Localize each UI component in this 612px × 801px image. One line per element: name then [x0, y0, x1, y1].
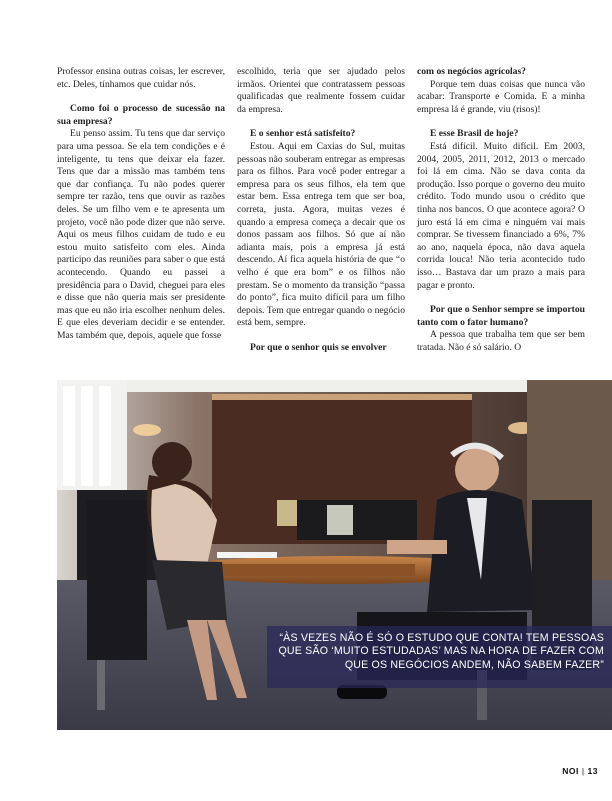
- text-column-1: [57, 66, 225, 342]
- magazine-name: NOI: [562, 766, 579, 776]
- interview-answer: Professor ensina outras coisas, ler escrever, etc. Deles, tínhamos que cuidar nós.: [57, 66, 225, 90]
- text-column-2: [237, 66, 405, 354]
- text-column-3: [417, 66, 585, 354]
- interview-answer: Está difícil. Muito difícil. Em 2003, 2004, 2005, 2011, 2012, 2013 o mercado foi lá em cima. Não se dava conta da produção. Isso porque o governo deu muito crédito. Todo mundo usou o crédito que tinha nos bancos. O que acontece agora? O juro está lá em cima e ninguém vai mais comprar. Se tivessem financiado a 6%, 7% ao ano, naquela época, não dava aquela corrida louca! Não teria acontecido tudo isso… Bastava dar um prazo a mais para pagar e pronto.: [417, 140, 585, 291]
- interview-question: E o senhor está satisfeito?: [250, 128, 356, 140]
- interview-question: Por que o senhor quis se envolver: [250, 341, 387, 353]
- folio-separator: |: [581, 766, 585, 776]
- interview-answer: Porque tem duas coisas que nunca vão acabar: Transporte e Comida. E a minha empresa lá é grande, viu (risos)!: [417, 78, 585, 115]
- interview-question: com os negócios agrícolas?: [417, 66, 526, 77]
- page-number: 13: [587, 766, 598, 776]
- interview-question: E esse Brasil de hoje?: [430, 128, 519, 140]
- interview-question: Por que o Senhor sempre se importou tanto com o fator humano?: [417, 304, 585, 328]
- pull-quote: “ÀS VEZES NÃO É SÓ O ESTUDO QUE CONTA! TEM PESSOAS QUE SÃO ‘MUITO ESTUDADAS’ MAS NA HORA DE FAZER COM QUE OS NEGÓCIOS ANDEM, NÃO SABEM FAZER”: [267, 626, 612, 688]
- page-folio: [562, 766, 598, 776]
- interview-answer: Estou. Aqui em Caxias do Sul, muitas pessoas não souberam entregar as empresas para os filhos. Para você poder entregar a empresa para os seus filhos, ela tem que estar bem. Essa entrega tem que ser boa, correta, justa. Agora, muitas vezes é quando a empresa começa a decair que os donos passam aos filhos. Só que aí não adianta mais, pois a empresa já está descendo. Aí fica aquela história de que “o velho é que era bom” e os filhos não prestam. Se o momento da transição “passa do ponto”, fica muito difícil para um filho depois. Tem que entregar quando o negócio está bem, sempre.: [237, 140, 405, 329]
- interview-question: Como foi o processo de sucessão na sua empresa?: [57, 103, 225, 127]
- interview-answer: A pessoa que trabalha tem que ser bem tratada. Não é só salário. O: [417, 329, 585, 353]
- interview-answer: Eu penso assim. Tu tens que dar serviço para uma pessoa. Se ela tem condições e é inteligente, tu tens que deixar ela fazer. Tens que dar a missão mas também tens que dar confiança. Tu não podes querer sempre ter razão, tens que ouvir as razões deles. Se um filho vem e te apresenta um projeto, você não pode dizer que não serve. Aqui os meus filhos cuidam de tudo e eu estou muito satisfeito com eles. Ainda participo das reuniões para saber o que está acontecendo. Quando eu passei a presidência para o David, cheguei para eles e disse que não queria mais ser presidente mas que eu não iria escolher nenhum deles. E que eles deveriam decidir e se entender. Mas também que, depois, aquele que fosse: [57, 128, 225, 341]
- interview-answer: escolhido, teria que ser ajudado pelos irmãos. Orientei que contratassem pessoas qualificadas que realmente fossem cuidar da empresa.: [237, 66, 405, 115]
